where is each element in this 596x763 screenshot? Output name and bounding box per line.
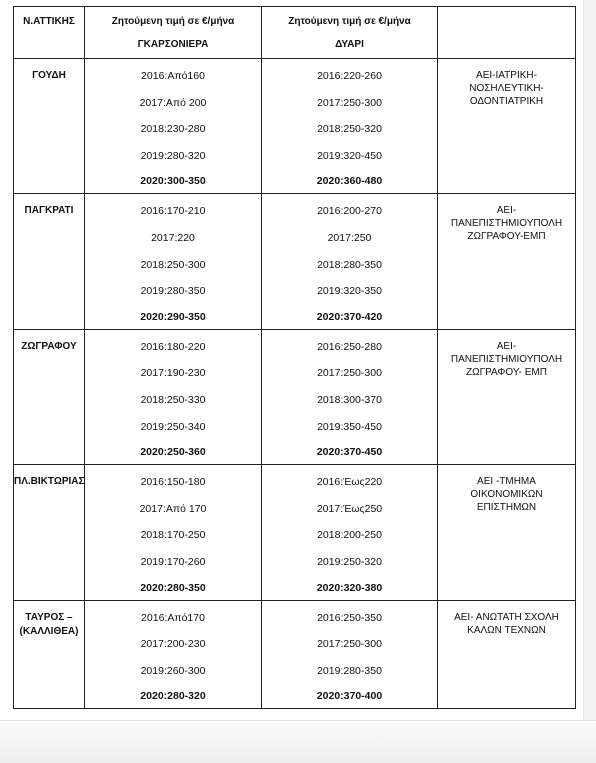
header-studio (85, 7, 262, 59)
price-value: 2016:170-210 (140, 205, 206, 218)
header-institution (438, 7, 576, 59)
table-row (14, 600, 576, 709)
price-value: 2016:250-280 (317, 340, 382, 353)
price-value-2020: 2020:320-380 (316, 581, 383, 594)
price-value: 2017:200-230 (140, 638, 206, 651)
table-row (14, 329, 576, 464)
price-value-2020: 2020:300-350 (140, 175, 206, 188)
price-value: 2017:Έως250 (316, 502, 383, 515)
price-value: 2018:200-250 (317, 529, 382, 542)
price-value: 2019:260-300 (140, 664, 206, 677)
price-value: 2018:170-250 (140, 529, 206, 542)
rent-price-table (13, 6, 576, 709)
studio-prices-cell (85, 465, 262, 600)
price-value-2020: 2020:370-420 (316, 310, 383, 323)
price-value: 2019:250-340 (140, 420, 206, 433)
institution-cell: ΑΕΙ-ΠΑΝΕΠΙΣΤΗΜΙΟΥΠΟΛΗ ΖΩΓΡΑΦΟΥ-ΕΜΠ (438, 194, 576, 329)
area-cell: ΤΑΥΡΟΣ – (ΚΑΛΛΙΘΕΑ) (14, 600, 85, 709)
price-value-2020: 2020:360-480 (316, 175, 383, 188)
price-value: 2019:320-350 (317, 285, 382, 298)
price-value-2020: 2020:290-350 (140, 310, 206, 323)
header-area: Ν.ΑΤΤΙΚΗΣ (14, 7, 85, 59)
price-value-2020: 2020:280-320 (140, 690, 206, 703)
institution-cell: ΑΕΙ-ΙΑΤΡΙΚΗ-ΝΟΣΗΛΕΥΤΙΚΗ-ΟΔΟΝΤΙΑΤΡΙΚΗ (438, 59, 576, 194)
two-room-prices-cell (262, 329, 438, 464)
price-value: 2016:200-270 (317, 205, 382, 218)
price-value: 2017:220 (151, 231, 195, 244)
header-studio-line-1: Ζητούμενη τιμή σε €/μήνα (111, 16, 235, 27)
price-value: 2019:280-350 (140, 285, 206, 298)
price-value: 2016:Από160 (141, 70, 205, 82)
price-value: 2019:250-320 (317, 555, 382, 568)
price-value: 2016:250-350 (317, 611, 382, 624)
price-value: 2017:Από 200 (139, 96, 207, 109)
two-room-prices-cell (262, 465, 438, 600)
area-cell: ΓΟΥΔΗ (14, 59, 85, 194)
price-value: 2017:250-300 (317, 96, 382, 109)
price-value: 2019:170-260 (140, 555, 206, 568)
institution-cell: ΑΕΙ -ΤΜΗΜΑ ΟΙΚΟΝΟΜΙΚΩΝ ΕΠΙΣΤΗΜΩΝ (438, 465, 576, 600)
price-value: 2019:320-450 (317, 149, 382, 162)
scrollbar[interactable] (583, 0, 596, 763)
table-header-row (14, 7, 576, 59)
price-value-2020: 2020:280-350 (140, 581, 206, 594)
price-value: 2018:230-280 (140, 123, 206, 136)
header-two-room-line-1: Ζητούμενη τιμή σε €/μήνα (288, 16, 411, 27)
area-cell: ΠΑΓΚΡΑΤΙ (14, 194, 85, 329)
studio-prices-cell (85, 329, 262, 464)
studio-prices-cell (85, 194, 262, 329)
price-value: 2017:250 (327, 231, 372, 244)
institution-cell: ΑΕΙ-ΠΑΝΕΠΙΣΤΗΜΙΟΥΠΟΛΗ ΖΩΓΡΑΦΟΥ- ΕΜΠ (438, 329, 576, 464)
header-two-room (262, 7, 438, 59)
institution-cell: ΑΕΙ- ΑΝΩΤΑΤΗ ΣΧΟΛΗ ΚΑΛΩΝ ΤΕΧΝΩΝ (438, 600, 576, 709)
price-value: 2018:250-300 (140, 258, 206, 271)
table-row (14, 194, 576, 329)
two-room-prices-cell (262, 194, 438, 329)
price-value: 2016:150-180 (140, 476, 206, 489)
price-value: 2018:280-350 (317, 258, 382, 271)
price-value-2020: 2020:250-360 (140, 446, 206, 459)
price-value: 2018:250-330 (140, 393, 206, 406)
header-studio-line-2: ΓΚΑΡΣΟΝΙΕΡΑ (137, 39, 209, 50)
area-cell: ΠΛ.ΒΙΚΤΩΡΙΑΣ (14, 465, 85, 600)
price-value: 2019:280-350 (317, 664, 382, 677)
price-value-2020: 2020:370-400 (316, 690, 383, 703)
price-value: 2018:250-320 (317, 123, 382, 136)
header-two-room-line-2: ΔΥΑΡΙ (335, 39, 364, 50)
two-room-prices-cell (262, 600, 438, 709)
price-value: 2018:300-370 (317, 393, 382, 406)
price-value: 2017:Από 170 (139, 502, 207, 515)
price-value: 2016:Έως220 (316, 476, 383, 489)
price-value: 2019:350-450 (317, 420, 382, 433)
price-value: 2019:280-320 (140, 149, 206, 162)
price-value: 2017:190-230 (140, 367, 206, 380)
table-row (14, 465, 576, 600)
price-value: 2016:Από170 (141, 611, 205, 624)
price-value: 2017:250-300 (317, 638, 382, 651)
price-value-2020: 2020:370-450 (316, 446, 383, 459)
price-value: 2016:180-220 (140, 340, 206, 353)
price-value: 2017:250-300 (317, 367, 382, 380)
page-bottom-area (0, 720, 596, 763)
two-room-prices-cell (262, 59, 438, 194)
studio-prices-cell (85, 600, 262, 709)
table-row (14, 59, 576, 194)
area-cell: ΖΩΓΡΑΦΟΥ (14, 329, 85, 464)
price-value: 2016:220-260 (317, 70, 382, 82)
studio-prices-cell (85, 59, 262, 194)
